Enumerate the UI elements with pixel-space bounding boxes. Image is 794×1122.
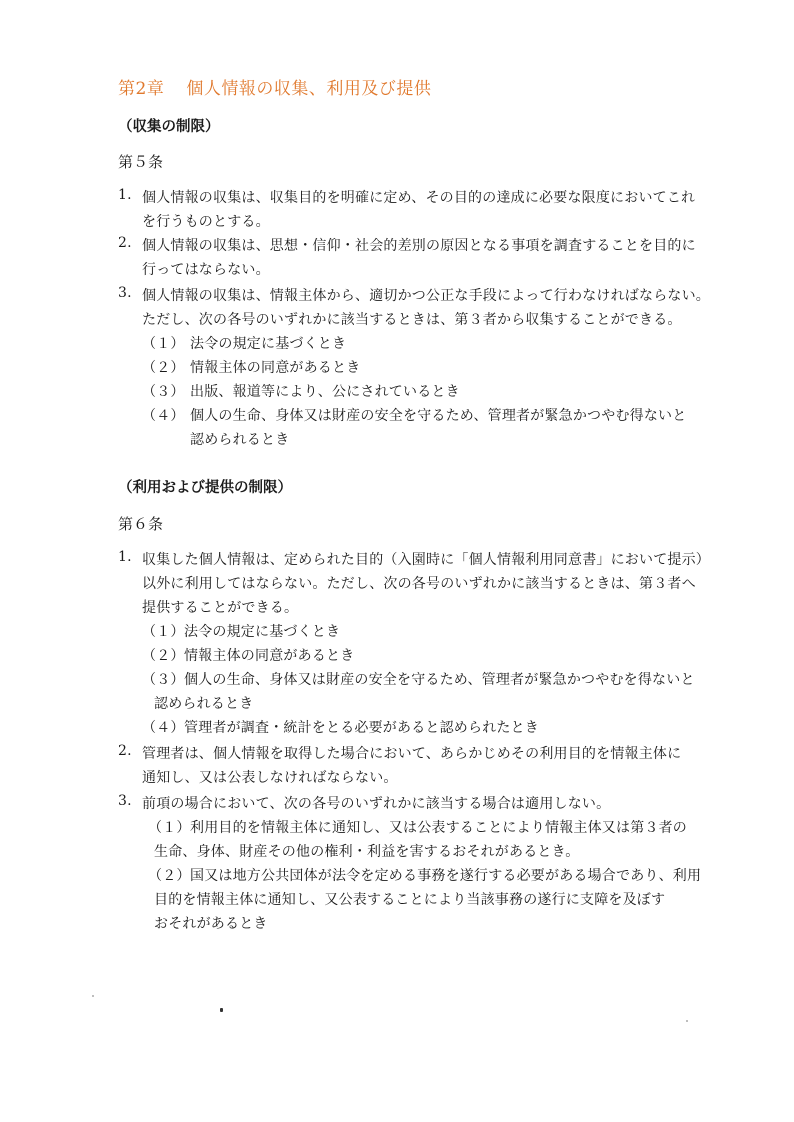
- s2-item-1-line-1: 収集した個人情報は、定められた目的（入園時に「個人情報利用同意書」において提示）: [142, 552, 710, 568]
- article-6-label: 第６条: [118, 515, 164, 533]
- s1-subitem-4-line-2: 認められるとき: [190, 432, 290, 448]
- s2-subitem-a-4-text: 管理者が調査・統計をとる必要があると認められたとき: [184, 720, 539, 736]
- s2-subitem-b-2-line-2: 目的を情報主体に通知し、又公表することにより当該事務の遂行に支障を及ぼす: [154, 892, 666, 908]
- s1-subitem-3-text: 出版、報道等により、公にされているとき: [190, 384, 460, 400]
- s2-subitem-b-2-line-1: 国又は地方公共団体が法令を定める事務を遂行する必要がある場合であり、利用: [190, 868, 702, 884]
- s1-subitem-2-text: 情報主体の同意があるとき: [190, 360, 361, 376]
- s2-item-3-text: 前項の場合において、次の各号のいずれかに該当する場合は適用しない。: [142, 796, 611, 812]
- article-5-label: 第５条: [118, 153, 164, 171]
- s2-subitem-b-2-num: （２）: [148, 868, 191, 884]
- s1-item-1-line-1: 個人情報の収集は、収集目的を明確に定め、その目的の達成に必要な限度においてこれ: [142, 190, 696, 206]
- section-heading-use-provision: （利用および提供の制限）: [118, 479, 292, 496]
- s1-subitem-4-line-1: 個人の生命、身体又は財産の安全を守るため、管理者が緊急かつやむ得ないと: [190, 408, 687, 424]
- s1-item-3-num: 3.: [118, 285, 132, 301]
- chapter-number: 第2章: [118, 79, 165, 99]
- s2-item-1-line-2: 以外に利用してはならない。ただし、次の各号のいずれかに該当するときは、第３者へ: [142, 576, 696, 592]
- s1-item-2-line-2: 行ってはならない。: [142, 262, 270, 278]
- s1-subitem-1-num: （１）: [142, 336, 185, 352]
- s1-item-3-line-1: 個人情報の収集は、情報主体から、適切かつ公正な手段によって行わなければならない。: [142, 288, 710, 304]
- s1-subitem-4-num: （４）: [142, 408, 185, 424]
- s2-subitem-a-2-num: （２）: [142, 648, 185, 664]
- s1-item-1-line-2: を行うものとする。: [142, 214, 270, 230]
- s2-subitem-b-1-num: （１）: [148, 820, 191, 836]
- chapter-title: [118, 74, 431, 99]
- s2-subitem-a-3-line-1: 個人の生命、身体又は財産の安全を守るため、管理者が緊急かつやむを得ないと: [184, 672, 695, 688]
- s2-item-2-line-1: 管理者は、個人情報を取得した場合において、あらかじめその利用目的を情報主体に: [142, 746, 682, 762]
- s1-subitem-1-text: 法令の規定に基づくとき: [190, 336, 347, 352]
- s1-subitem-3-num: （３）: [142, 384, 185, 400]
- scan-speck: [92, 995, 94, 997]
- scan-speck: [686, 1020, 688, 1022]
- s1-subitem-2-num: （２）: [142, 360, 185, 376]
- s2-item-2-line-2: 通知し、又は公表しなければならない。: [142, 770, 398, 786]
- s2-subitem-b-1-line-1: 利用目的を情報主体に通知し、又は公表することにより情報主体又は第３者の: [190, 820, 687, 836]
- s2-subitem-b-2-line-3: おそれがあるとき: [154, 916, 268, 932]
- s1-item-3-line-2: ただし、次の各号のいずれかに該当するときは、第３者から収集することができる。: [142, 312, 682, 328]
- s2-subitem-a-4-num: （４）: [142, 720, 185, 736]
- scan-speck: [220, 1008, 223, 1012]
- s1-item-1-num: 1.: [118, 187, 132, 203]
- s1-item-2-num: 2.: [118, 235, 132, 251]
- s2-subitem-a-3-line-2: 認められるとき: [154, 696, 254, 712]
- s2-subitem-a-1-text: 法令の規定に基づくとき: [184, 624, 341, 640]
- s2-subitem-b-1-line-2: 生命、身体、財産その他の権利・利益を害するおそれがあるとき。: [154, 844, 580, 860]
- chapter-name: 個人情報の収集、利用及び提供: [186, 79, 432, 99]
- s1-item-2-line-1: 個人情報の収集は、思想・信仰・社会的差別の原因となる事項を調査することを目的に: [142, 238, 696, 254]
- s2-subitem-a-1-num: （１）: [142, 624, 185, 640]
- s2-item-1-num: 1.: [118, 549, 132, 565]
- s2-subitem-a-3-num: （３）: [142, 672, 185, 688]
- s2-subitem-a-2-text: 情報主体の同意があるとき: [184, 648, 355, 664]
- s2-item-2-num: 2.: [118, 743, 132, 759]
- s2-item-1-line-3: 提供することができる。: [142, 600, 299, 616]
- section-heading-collection: （収集の制限）: [118, 118, 220, 135]
- s2-item-3-num: 3.: [118, 793, 132, 809]
